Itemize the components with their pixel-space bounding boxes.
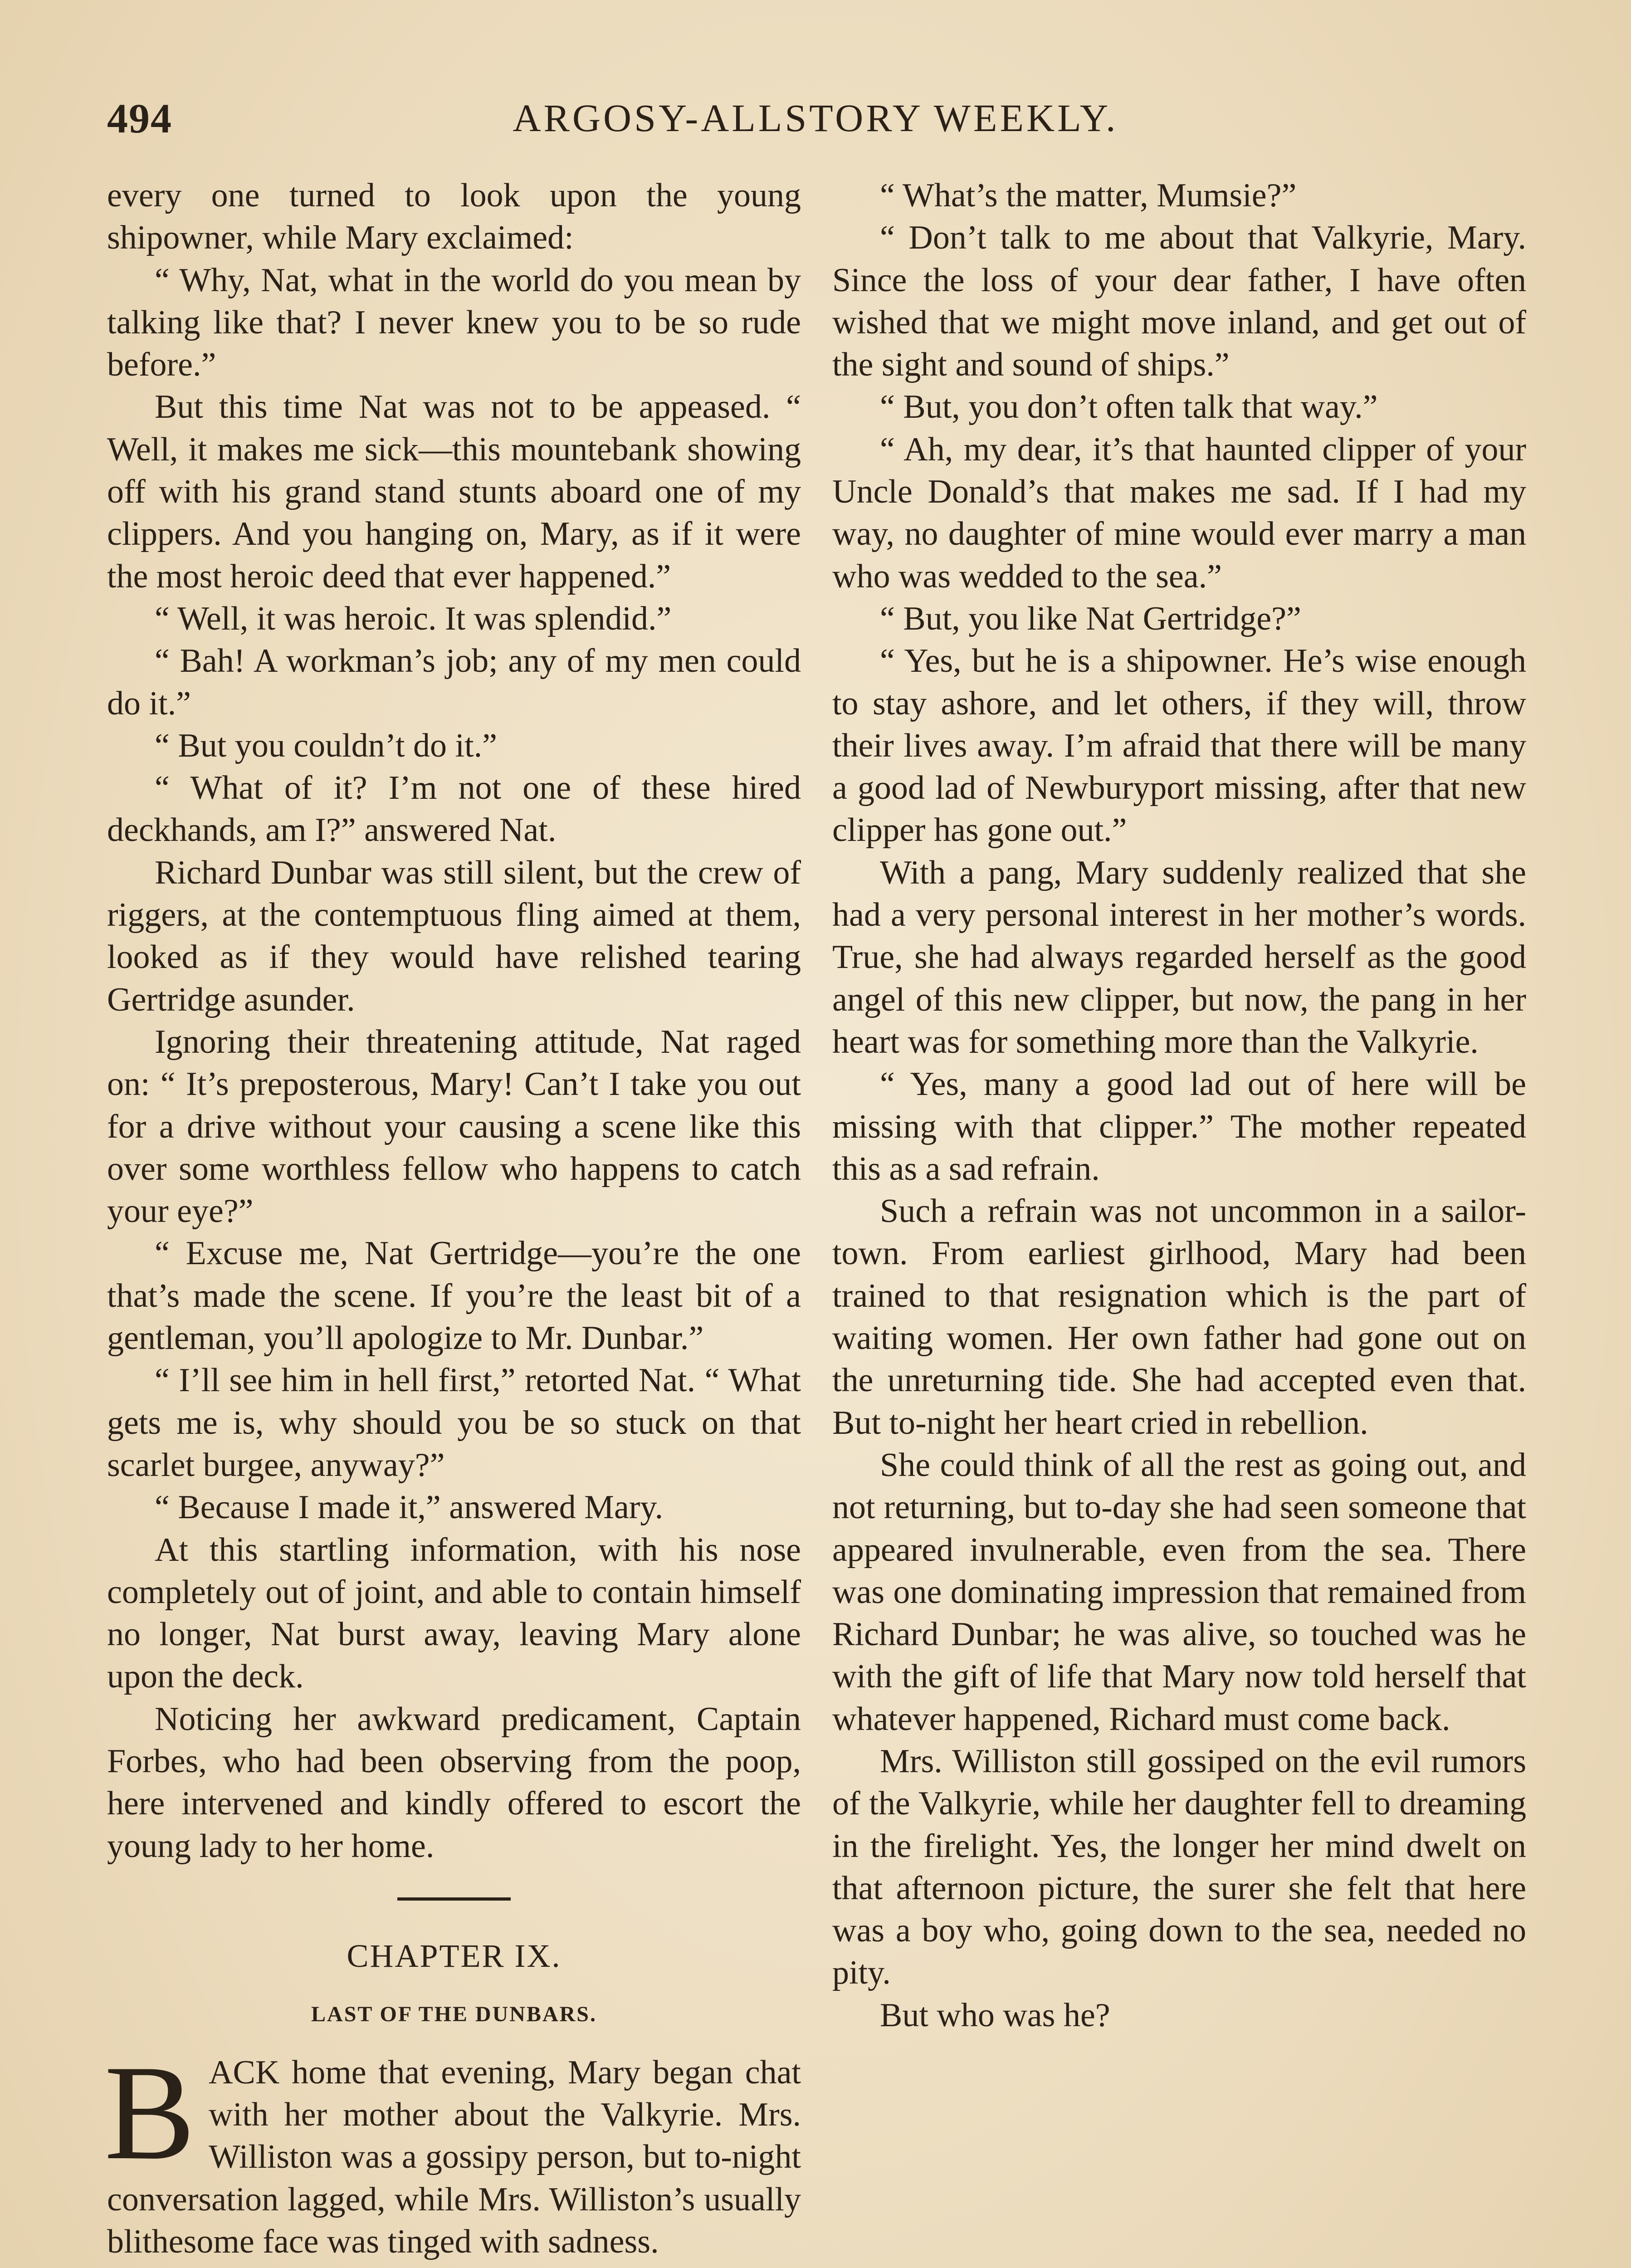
paragraph: With a pang, Mary suddenly realized that she had a very personal interest in her mother’s words. True, she had always regarded herself as the good angel of this new clipper, but now, the pang in her heart was for something more than the Valkyrie. [832, 854, 1526, 1061]
left-column [104, 175, 801, 2263]
paragraph: “ Bah! A workman’s job; any of my men could do it.” [107, 642, 801, 722]
paragraph: “ Yes, but he is a shipowner. He’s wise enough to stay ashore, and let others, if they will, throw their lives away. I’m afraid that there will be many a good lad of Newburyport missing, after that new clipper has gone out.” [832, 642, 1526, 849]
paragraph: “ What of it? I’m not one of these hired deckhands, am I?” answered Nat. [107, 769, 801, 849]
paragraph: “ Why, Nat, what in the world do you mean by talking like that? I never knew you to be so rude before.” [107, 261, 801, 384]
paragraph: But who was he? [880, 1996, 1110, 2034]
paragraph: Such a refrain was not uncommon in a sailor-town. From earliest girlhood, Mary had been trained to that resignation which is the part of waiting women. Her own father had gone out on the unreturning tide. She had accepted even that. But to-night her heart cried in rebellion. [832, 1193, 1526, 1442]
paragraph: “ But you couldn’t do it.” [155, 727, 497, 764]
chapter-opening-text: ACK home that evening, Mary began chat with her mother about the Valkyrie. Mrs. Williston was a gossipy person, but to-night conversation lagged, while Mrs. Williston’s usually blithesome face was tinged with sadness. [107, 2053, 801, 2261]
paragraph: Noticing her awkward predicament, Captain Forbes, who had been observing from the poop, here intervened and kindly offered to escort the young lady to her home. [107, 1700, 801, 1865]
paragraph: She could think of all the rest as going out, and not returning, but to-day she had seen someone that appeared invulnerable, even from the sea. There was one dominating impression that remained from Richard Dunbar; he was alive, so touched was he with the gift of life that Mary now told herself that whatever happened, Richard must come back. [832, 1446, 1526, 1738]
running-head: ARGOSY-ALLSTORY WEEKLY. [513, 96, 1118, 140]
chapter-opening-paragraph [104, 2037, 801, 2263]
paragraph: Ignoring their threatening attitude, Nat raged on: “ It’s preposterous, Mary! Can’t I take you out for a drive without your causing a scene like this over some worthless fellow who happens to catch your eye?” [107, 1023, 801, 1230]
paragraph: “ But, you like Nat Gertridge?” [880, 600, 1301, 637]
paragraph: “ Excuse me, Nat Gertridge—you’re the one that’s made the scene. If you’re the least bit of a gentleman, you’ll apologize to Mr. Dunbar.” [107, 1235, 801, 1357]
paragraph: “ Don’t talk to me about that Valkyrie, Mary. Since the loss of your dear father, I have often wished that we might move inland, and get out of the sight and sound of ships.” [832, 219, 1526, 384]
paragraph: “ Yes, many a good lad out of here will be missing with that clipper.” The mother repeated this as a sad refrain. [832, 1066, 1526, 1188]
paragraph: “ What’s the matter, Mumsie?” [880, 177, 1297, 214]
chapter-subtitle: LAST OF THE DUNBARS. [311, 2002, 597, 2026]
paragraph: “ But, you don’t often talk that way.” [880, 388, 1378, 426]
paragraph: “ Because I made it,” answered Mary. [155, 1489, 664, 1526]
right-column [832, 175, 1526, 2037]
paragraph: every one turned to look upon the young shipowner, while Mary exclaimed: [107, 177, 801, 257]
drop-cap: B [104, 2037, 195, 2188]
paragraph: At this startling information, with his nose completely out of joint, and able to contain himself no longer, Nat burst away, leaving Mary alone upon the deck. [107, 1531, 801, 1696]
paragraph: Richard Dunbar was still silent, but the crew of riggers, at the contemptuous fling aimed at them, looked as if they would have relished tearing Gertridge asunder. [107, 854, 801, 1018]
paragraph: “ Ah, my dear, it’s that haunted clipper of your Uncle Donald’s that makes me sad. If I had my way, no daughter of mine would ever marry a man who was wedded to the sea.” [832, 430, 1526, 595]
paragraph: “ I’ll see him in hell first,” retorted Nat. “ What gets me is, why should you be so stuck on that scarlet burgee, anyway?” [107, 1362, 801, 1484]
section-rule [397, 1897, 511, 1901]
paragraph: Mrs. Williston still gossiped on the evil rumors of the Valkyrie, while her daughter fell to dreaming in the firelight. Yes, the longer her mind dwelt on that afternoon picture, the surer she felt that here was a boy who, going down to the sea, needed no pity. [832, 1742, 1526, 1992]
paragraph: “ Well, it was heroic. It was splendid.” [155, 600, 672, 637]
chapter-title: CHAPTER IX. [347, 1937, 562, 1974]
page-number: 494 [107, 95, 172, 142]
paragraph: But this time Nat was not to be appeased. “ Well, it makes me sick—this mountebank showing off with his grand stand stunts aboard one of my clippers. And you hanging on, Mary, as if it were the most heroic deed that ever happened.” [107, 388, 801, 595]
